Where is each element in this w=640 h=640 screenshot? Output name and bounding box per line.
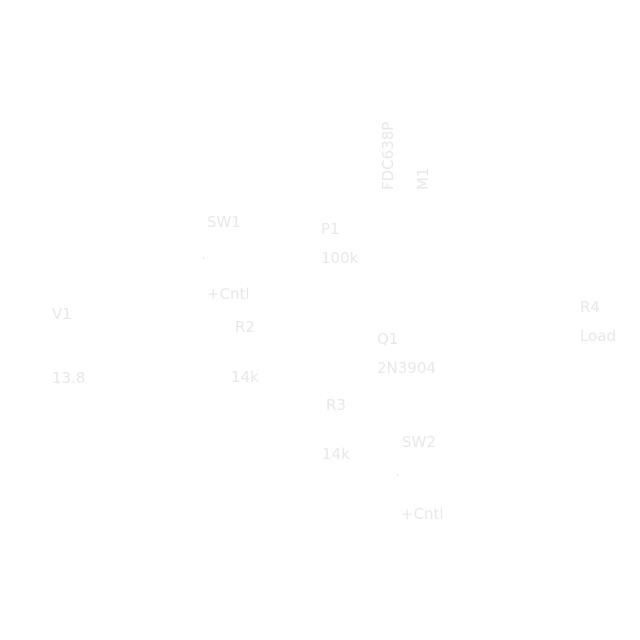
- m1-value-label: FDC638P: [379, 121, 397, 190]
- r2-value-label: 14k: [231, 368, 259, 386]
- v1-ref-label: V1: [52, 305, 72, 323]
- sw2-pin-marker: [397, 474, 398, 476]
- sw1-ref-label: SW1: [207, 213, 241, 231]
- r3-ref-label: R3: [326, 396, 346, 414]
- sw2-ref-label: SW2: [402, 433, 436, 451]
- p1-value-label: 100k: [321, 249, 359, 267]
- r3-value-label: 14k: [322, 445, 350, 463]
- sw2-control-label: +Cntl: [401, 505, 444, 523]
- sw1-control-label: +Cntl: [207, 285, 250, 303]
- r4-ref-label: R4: [580, 298, 600, 316]
- v1-value-label: 13.8: [52, 369, 86, 387]
- p1-ref-label: P1: [321, 220, 340, 238]
- r4-value-label: Load: [580, 327, 616, 345]
- q1-ref-label: Q1: [377, 330, 399, 348]
- sw1-pin-marker: [203, 257, 204, 259]
- m1-ref-label: M1: [414, 167, 432, 190]
- q1-value-label: 2N3904: [377, 359, 436, 377]
- r2-ref-label: R2: [235, 318, 255, 336]
